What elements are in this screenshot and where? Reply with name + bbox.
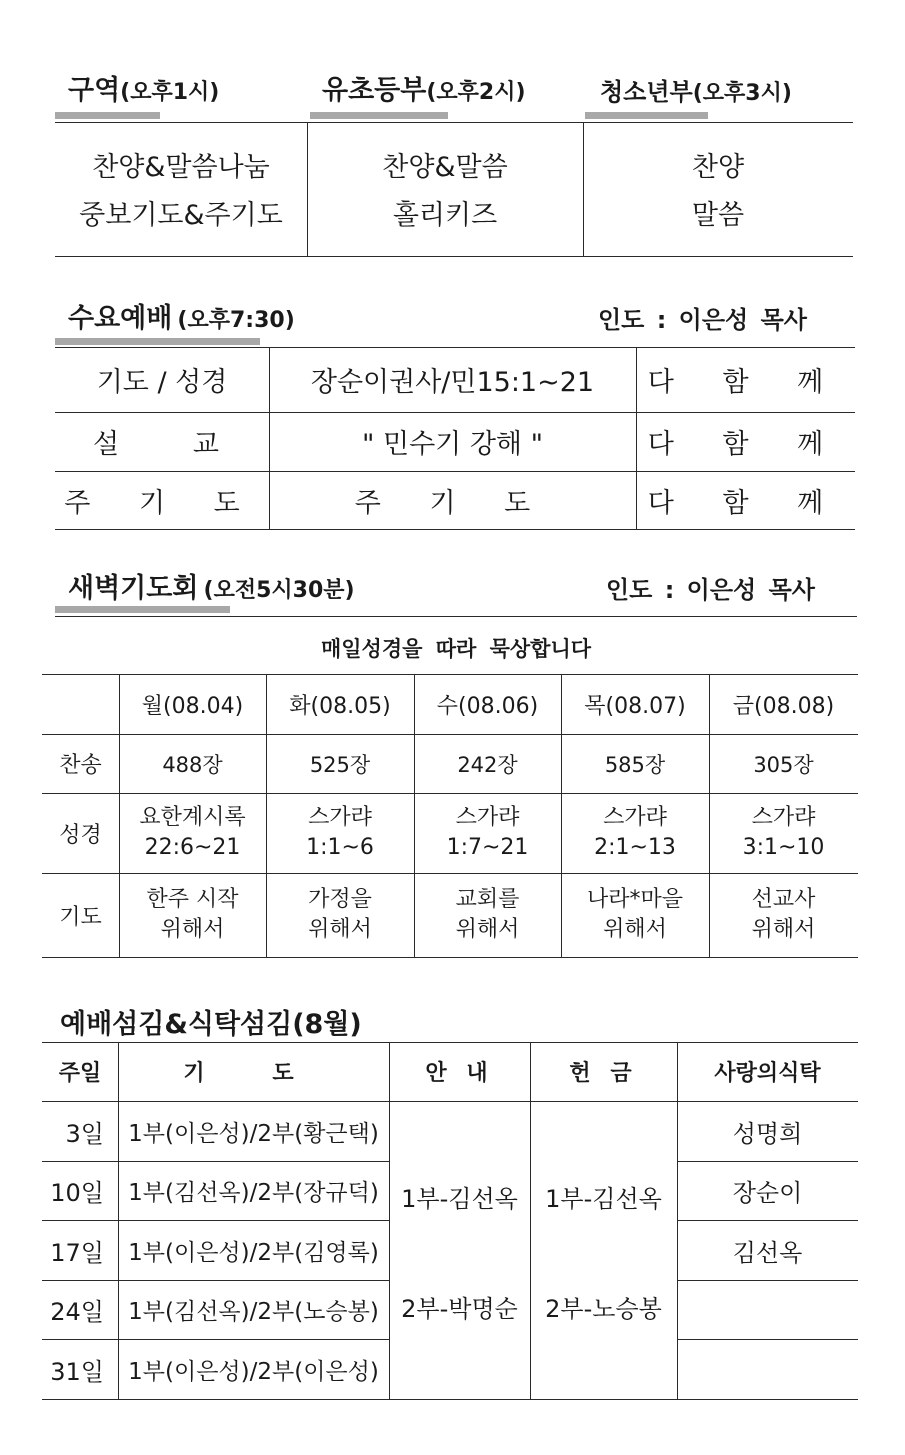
table-server: 김선옥 xyxy=(732,1238,803,1267)
col-header-guide: 안 내 xyxy=(425,1061,494,1086)
offering-part1: 1부-김선옥 xyxy=(545,1184,662,1213)
table-server: 성명희 xyxy=(732,1119,803,1148)
table-server xyxy=(677,1280,858,1339)
roster-day: 31일 xyxy=(50,1357,104,1386)
wednesday-who: 다 함 께 xyxy=(647,429,844,460)
wednesday-who: 다 함 께 xyxy=(647,367,844,398)
prayer-topic: 교회를 xyxy=(455,887,520,912)
wednesday-item: 기도 / 성경 xyxy=(96,367,228,398)
roster-prayer: 1부(김선옥)/2부(장규덕) xyxy=(128,1180,379,1206)
wednesday-title xyxy=(68,296,295,335)
scripture-book: 스가랴 xyxy=(455,805,520,830)
roster-day: 24일 xyxy=(50,1298,104,1326)
prayer-suffix: 위해서 xyxy=(603,917,667,942)
prayer-suffix: 위해서 xyxy=(455,917,520,942)
day-header: 금(08.08) xyxy=(732,693,835,719)
wednesday-leader: 인도 : 이은성 목사 xyxy=(598,306,807,334)
dawn-subtitle: 매일성경을 따라 묵상합니다 xyxy=(320,637,592,661)
divider xyxy=(42,1399,858,1400)
hymn-cell: 305장 xyxy=(753,752,814,777)
divider xyxy=(55,256,853,257)
dept-line: 중보기도&주기도 xyxy=(79,199,283,231)
divider xyxy=(55,616,857,617)
prayer-cell xyxy=(414,873,561,957)
row-label: 성경 xyxy=(59,822,102,848)
dept-line: 찬양&말씀나눔 xyxy=(92,151,270,183)
hymn-cell: 242장 xyxy=(457,752,518,777)
scripture-cell xyxy=(561,793,709,873)
section-title: 새벽기도회 xyxy=(68,573,199,604)
dept-time: (오후2시) xyxy=(426,80,526,105)
scripture-book: 스가랴 xyxy=(308,805,372,830)
wednesday-content: 장순이권사/민15:1~21 xyxy=(310,367,595,398)
col-header-day: 주일 xyxy=(58,1061,102,1086)
day-header: 수(08.06) xyxy=(436,693,539,719)
roster-day: 17일 xyxy=(50,1238,104,1267)
table-server xyxy=(677,1339,858,1399)
hymn-cell: 585장 xyxy=(604,752,666,777)
dept-line: 찬양 xyxy=(691,151,745,183)
roster-day: 10일 xyxy=(50,1179,104,1207)
divider xyxy=(55,122,853,123)
guide-part2: 2부-박명순 xyxy=(401,1294,518,1323)
scripture-cell xyxy=(709,793,858,873)
prayer-topic: 선교사 xyxy=(751,887,816,912)
col-header-prayer: 기 도 xyxy=(183,1061,324,1086)
col-header-table: 사랑의식탁 xyxy=(714,1061,821,1086)
prayer-cell xyxy=(266,873,414,957)
header-underline xyxy=(55,338,260,345)
scripture-cell xyxy=(119,793,266,873)
prayer-topic: 한주 시작 xyxy=(146,887,239,912)
prayer-topic: 가정을 xyxy=(308,887,372,912)
roster-prayer: 1부(김선옥)/2부(노승봉) xyxy=(128,1299,379,1325)
prayer-topic: 나라*마을 xyxy=(586,887,683,912)
dept-name: 청소년부 xyxy=(600,78,693,106)
header-underline xyxy=(55,606,230,613)
prayer-cell xyxy=(119,873,266,957)
section-time: (오후7:30) xyxy=(177,308,295,333)
guide-part1: 1부-김선옥 xyxy=(401,1184,518,1213)
scripture-book: 요한계시록 xyxy=(139,805,246,830)
dept-line: 홀리키즈 xyxy=(392,199,498,231)
prayer-suffix: 위해서 xyxy=(160,917,225,942)
header-underline xyxy=(585,112,708,119)
offering-part2: 2부-노승봉 xyxy=(545,1294,662,1323)
scripture-book: 스가랴 xyxy=(603,805,667,830)
roster-prayer: 1부(이은성)/2부(이은성) xyxy=(128,1358,379,1385)
divider xyxy=(42,957,858,958)
scripture-cell xyxy=(414,793,561,873)
table-server: 장순이 xyxy=(732,1179,803,1207)
scripture-range: 3:1~10 xyxy=(742,835,825,860)
dawn-title xyxy=(68,566,355,605)
row-label: 찬송 xyxy=(59,753,102,778)
day-header: 월(08.04) xyxy=(141,693,244,719)
header-underline xyxy=(310,112,448,119)
wednesday-content: 주 기 도 xyxy=(354,487,551,519)
dept-time: (오후3시) xyxy=(692,81,792,106)
section-time: (오전5시30분) xyxy=(203,578,355,603)
wednesday-item: 주 기 도 xyxy=(64,487,260,519)
day-header: 목(08.07) xyxy=(584,693,686,719)
prayer-cell xyxy=(561,873,709,957)
section-title: 수요예배 xyxy=(68,303,173,334)
prayer-suffix: 위해서 xyxy=(308,917,372,942)
hymn-cell: 488장 xyxy=(162,752,223,777)
roster-prayer: 1부(이은성)/2부(황근택) xyxy=(128,1120,379,1147)
day-header: 화(08.05) xyxy=(289,693,391,719)
dept-line: 말씀 xyxy=(691,199,745,231)
scripture-book: 스가랴 xyxy=(751,805,816,830)
dept-header-3 xyxy=(600,72,792,107)
dawn-leader: 인도 : 이은성 목사 xyxy=(606,576,815,604)
dept-name: 유초등부 xyxy=(322,75,427,106)
col-header-offering: 헌 금 xyxy=(569,1061,638,1086)
wednesday-item: 설 교 xyxy=(93,429,231,460)
scripture-range: 1:7~21 xyxy=(446,835,529,860)
dept-line: 찬양&말씀 xyxy=(382,151,508,183)
scripture-range: 1:1~6 xyxy=(306,835,374,860)
roster-prayer: 1부(이은성)/2부(김영록) xyxy=(128,1239,379,1266)
dept-name: 구역 xyxy=(68,75,121,106)
prayer-cell xyxy=(709,873,858,957)
divider xyxy=(55,529,855,530)
scripture-cell xyxy=(266,793,414,873)
hymn-cell: 525장 xyxy=(309,752,371,777)
roster-day: 3일 xyxy=(65,1119,104,1148)
scripture-range: 22:6~21 xyxy=(144,835,241,860)
prayer-suffix: 위해서 xyxy=(751,917,816,942)
dept-time: (오후1시) xyxy=(120,80,220,105)
wednesday-who: 다 함 께 xyxy=(647,487,844,519)
dept-header-2 xyxy=(322,68,526,107)
service-title: 예배섬김&식탁섬김(8월) xyxy=(60,1009,362,1040)
row-label: 기도 xyxy=(59,904,102,930)
dept-header-1 xyxy=(68,68,219,107)
scripture-range: 2:1~13 xyxy=(594,835,676,860)
header-underline xyxy=(55,112,160,119)
wednesday-content: " 민수기 강해 " xyxy=(362,429,543,460)
